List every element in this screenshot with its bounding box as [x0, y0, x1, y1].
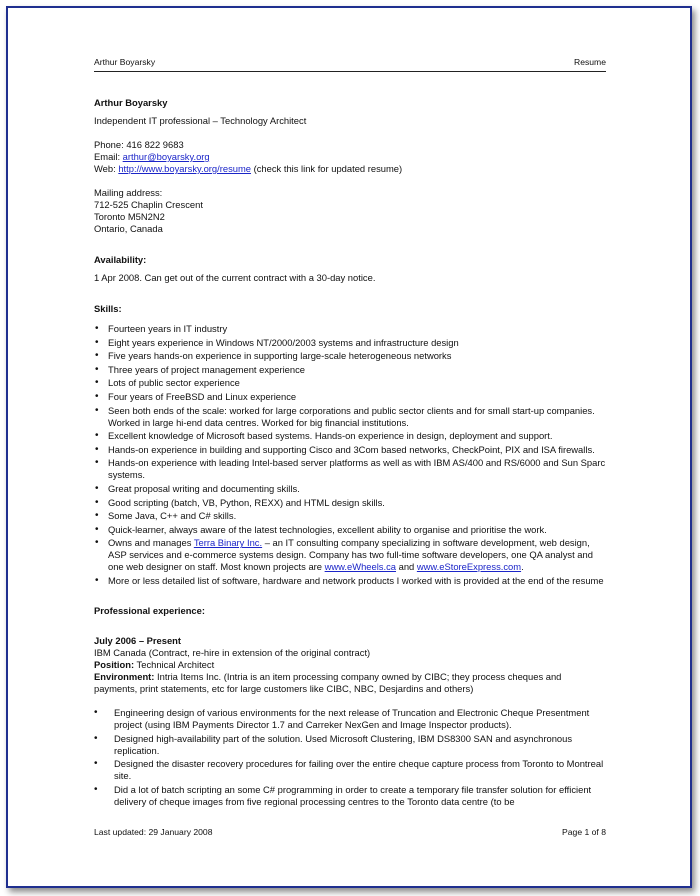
owns-desc: – an IT consulting company specializing in software development, web design, ASP services and e-commerce systems design. Company has two full-time software developers, one QA analyst and one web designer on staff. Most known projects are — [108, 537, 593, 573]
experience-list — [94, 707, 606, 808]
list-item-company — [94, 537, 606, 573]
environment-label: Environment: — [94, 670, 155, 682]
list-item: • Good scripting (batch, VB, Python, REXX) and HTML design skills. — [94, 497, 606, 509]
owns-end: . — [521, 561, 524, 573]
skills-heading: Skills: — [94, 303, 122, 314]
mailing-province: Ontario, Canada — [94, 223, 163, 234]
list-item: • Hands-on experience in building and supporting Cisco and 3Com based networks, CheckPoint, PIX and ISA firewalls. — [94, 444, 606, 456]
list-item: • Seen both ends of the scale: worked for large corporations and public sector clients and for small start-up companies. Worked in large hi-end data centres. Worked for big financial institutions. — [94, 405, 606, 429]
email-line — [94, 151, 606, 163]
estoreexpress-link[interactable]: www.eStoreExpress.com — [416, 561, 522, 573]
list-item: • More or less detailed list of software, hardware and network products I worked with is provided at the end of the resume — [94, 575, 606, 587]
ewheels-link[interactable]: www.eWheels.ca — [324, 561, 397, 573]
phone: Phone: 416 822 9683 — [94, 139, 184, 150]
experience-company: IBM Canada (Contract, re-hire in extension of the original contract) — [94, 646, 371, 658]
list-item: • Designed high-availability part of the solution. Used Microsoft Clustering, IBM DS8300 SAN and asynchronous replication. — [94, 733, 606, 757]
list-item: • Fourteen years in IT industry — [94, 323, 606, 335]
page-footer — [94, 827, 606, 837]
list-item: • Four years of FreeBSD and Linux experience — [94, 391, 606, 403]
contact-block — [94, 139, 606, 175]
skills-list — [94, 323, 606, 587]
mailing-street: 712-525 Chaplin Crescent — [94, 199, 203, 210]
list-item: • Some Java, C++ and C# skills. — [94, 510, 606, 522]
web-link[interactable]: http://www.boyarsky.org/resume — [118, 163, 252, 174]
list-item: • Quick-learner, always aware of the latest technologies, excellent ability to organise and prioritise the work. — [94, 524, 606, 536]
page-number: Page 1 of 8 — [562, 827, 606, 837]
mailing-label: Mailing address: — [94, 187, 163, 198]
experience-environment — [94, 671, 606, 695]
experience-position — [94, 659, 606, 671]
web-line — [94, 163, 606, 175]
last-updated: Last updated: 29 January 2008 — [94, 827, 213, 837]
mailing-city: Toronto M5N2N2 — [94, 211, 165, 222]
list-item: • Eight years experience in Windows NT/2000/2003 systems and infrastructure design — [94, 337, 606, 349]
list-item: • Did a lot of batch scripting an some C# programming in order to create a temporary file transfer solution for efficient delivery of cheque images from five regional processing centres to the Toronto data centre (to be — [94, 784, 606, 808]
list-item: • Three years of project management experience — [94, 364, 606, 376]
header-title: Resume — [574, 57, 606, 67]
email-link[interactable]: arthur@boyarsky.org — [122, 151, 210, 162]
mailing-address — [94, 187, 606, 235]
list-item: • Excellent knowledge of Microsoft based systems. Hands-on experience in design, deployment and support. — [94, 430, 606, 442]
experience-heading: Professional experience: — [94, 604, 205, 616]
environment-value: Intria Items Inc. (Intria is an item processing company owned by CIBC; they process cheques and payments, print statements, etc for large customers like CIBC, NBC, Desjardins and others) — [94, 670, 562, 694]
owns-and: and — [396, 561, 417, 573]
list-item: • Engineering design of various environments for the next release of Truncation and Electronic Cheque Presentment project (using IBM Payments Director 1.7 and Carreker NexGen and Image Inspector products). — [94, 707, 606, 731]
experience-period: July 2006 – Present — [94, 634, 182, 646]
web-label: Web: — [94, 163, 119, 174]
list-item: • Hands-on experience with leading Intel-based server platforms as well as with IBM AS/400 and RS/6000 and Sun Sparc systems. — [94, 457, 606, 481]
position-label: Position: — [94, 658, 135, 670]
list-item: • Designed the disaster recovery procedures for failing over the entire cheque capture process from Toronto to Montreal site. — [94, 758, 606, 782]
list-item: • Great proposal writing and documenting skills. — [94, 483, 606, 495]
list-item: • Five years hands-on experience in supporting large-scale heterogeneous networks — [94, 350, 606, 362]
page-header — [94, 56, 606, 72]
resume-name: Arthur Boyarsky — [94, 97, 168, 108]
web-note: (check this link for updated resume) — [251, 163, 403, 174]
email-label: Email: — [94, 151, 123, 162]
position-value: Technical Architect — [134, 658, 215, 670]
availability-text: 1 Apr 2008. Can get out of the current contract with a 30-day notice. — [94, 272, 376, 283]
tagline: Independent IT professional – Technology Architect — [94, 115, 307, 126]
owns-text: Owns and manages — [108, 537, 194, 549]
list-item: • Lots of public sector experience — [94, 377, 606, 389]
resume-page — [94, 56, 606, 809]
terra-binary-link[interactable]: Terra Binary Inc. — [193, 537, 263, 549]
header-author: Arthur Boyarsky — [94, 57, 156, 67]
availability-heading: Availability: — [94, 254, 147, 265]
